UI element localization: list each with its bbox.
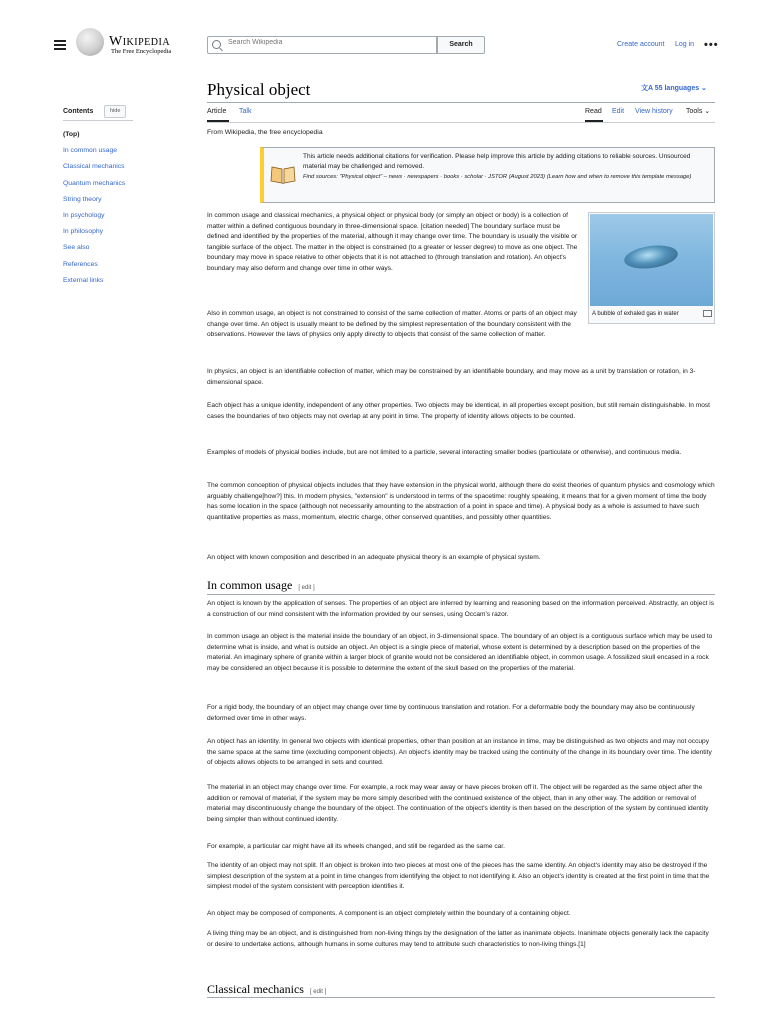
section-divider xyxy=(207,997,715,998)
common-usage-paragraph-9: A living thing may be an object, and is distinguished from non-living things by the designation of the latter as inanimate objects. Inanimate objects generally lack the capacity or desire to undertake actions, although humans in some cultures may tend to attribute such characteristics to non-living things.[1] xyxy=(207,930,709,948)
toc-list xyxy=(63,127,125,289)
common-usage-paragraph-5: The material in an object may change over time. For example, a rock may wear away or have pieces broken off it. The object will be regarded as the same object after the addition or removal of material, if the system may be more simply described with the continued existence of the object, than in any other way. The addition or removal of material may discontinuously change the boundary of the object. The continuation of the object's identity is then based on the description of the system by continued identity being simpler than without continued identity. xyxy=(207,784,709,823)
toc-item-see-also[interactable]: See also xyxy=(63,244,90,252)
common-usage-paragraph-2: In common usage an object is the material inside the boundary of an object, in 3-dimensional space. The boundary of an object is a contiguous surface which may be used to determine what is inside, and what is outside an object. An object is a single piece of material, whose extent is determined by a description based on the properties of the material. An imaginary sphere of granite within a larger block of granite would not be considered an identifiable object, in common usage. A fossilized skull encased in a rock may be considered an object because it is possible to determine the extent of the skull based on the properties of the material. xyxy=(207,633,713,672)
intro-paragraph-2: Also in common usage, an object is not constrained to consist of the same collection of matter. Atoms or parts of an object may change over time. An object is usually meant to be defined by the simplest representation of the boundary consistent with the observations. However the laws of physics only apply directly to objects that consist of the same collection of matter. xyxy=(207,310,577,339)
toc-item-quantum-mechanics[interactable]: Quantum mechanics xyxy=(63,179,126,187)
image-caption: A bubble of exhaled gas in water xyxy=(592,311,679,317)
search-button[interactable]: Search xyxy=(437,36,485,54)
citation-notice-text xyxy=(303,152,708,182)
log-in-link[interactable]: Log in xyxy=(675,41,695,48)
toc-item-top[interactable]: (Top) xyxy=(63,131,80,138)
main-menu-icon[interactable] xyxy=(54,38,66,50)
search-icon xyxy=(212,40,221,49)
section-edit-link[interactable]: [ edit ] xyxy=(298,585,315,591)
intro-paragraph-6: The common conception of physical objects includes that they have extension in the physical world, although there do exist theories of quantum physics and cosmology which arguably challenge[how?] this. In modern physics, "extension" is understood in terms of the spacetime: roughly speaking, it means that for a given moment of time the body has some location in the space (although not necessarily amounting to the abstraction of a point in space and time). A physical body as a whole is assumed to have such quantitative properties as mass, momentum, electric charge, other conserved quantities, and possibly other quantities. xyxy=(207,482,715,521)
common-usage-paragraph-8: An object may be composed of components. A component is an object completely within the boundary of a containing object. xyxy=(207,910,571,917)
tabs-divider xyxy=(207,122,715,123)
create-account-link[interactable]: Create account xyxy=(617,41,665,48)
tab-article[interactable]: Article xyxy=(207,108,227,115)
common-usage-paragraph-3: For a rigid body, the boundary of an object may change over time by continuous translation and rotation. For a deformable body the boundary may also be continuously deformed over time in other ways. xyxy=(207,704,695,722)
wikipedia-tagline: The Free Encyclopedia xyxy=(111,48,172,55)
toc-item-in-common-usage[interactable]: In common usage xyxy=(63,147,118,155)
page-title: Physical object xyxy=(207,80,311,99)
toc-heading: Contents xyxy=(63,108,94,115)
tab-talk[interactable]: Talk xyxy=(239,108,252,115)
toc-hide-button[interactable]: hide xyxy=(104,105,126,118)
intro-paragraph-4: Each object has a unique identity, independent of any other properties. Two objects may be identical, in all properties except position, but still remain distinguishable. In most cases the boundaries of two objects may not overlap at any point in time. The property of identity allows objects to be counted. xyxy=(207,402,711,420)
toc-divider xyxy=(63,120,133,121)
intro-paragraph-7: An object with known composition and described in an adequate physical theory is an example of physical system. xyxy=(207,554,541,561)
languages-button[interactable] xyxy=(641,84,707,95)
bubble-shape xyxy=(623,242,680,271)
common-usage-paragraph-4: An object has an identity. In general two objects with identical properties, other than position at an instance in time, may be distinguished as two objects and may not occupy the same space at the same time (excluding component objects). An object's identity may be tracked using the continuity of the change in its boundary over time. The identity of objects allows objects to be arranged in sets and counted. xyxy=(207,738,712,767)
tools-label: Tools xyxy=(686,108,703,115)
toc-item-classical-mechanics[interactable]: Classical mechanics xyxy=(63,163,125,171)
languages-label: 55 languages xyxy=(654,85,700,92)
section-title: Classical mechanics xyxy=(207,982,304,996)
wikipedia-wordmark[interactable]: Wikipedia xyxy=(109,34,171,49)
intro-paragraph-3: In physics, an object is an identifiable collection of matter, which may be constrained by an identifiable boundary, and may move as a unit by translation or rotation, in 3-dimensional space. xyxy=(207,368,696,386)
common-usage-paragraph-7: The identity of an object may not split. If an object is broken into two pieces at most one of the pieces has the same identity. An object's identity may also be destroyed if the simplest description of the system at a point in time changes from identifying the object to not identifying it. Also an object's identity is created at the first point in time that the simplest model of the system consistent with perception identifies it. xyxy=(207,862,710,891)
tab-view-history[interactable]: View history xyxy=(635,108,673,115)
more-options-icon[interactable]: ••• xyxy=(704,39,719,51)
intro-paragraph-1: In common usage and classical mechanics, a physical object or physical body (or simply an object or body) is a collection of matter within a defined contiguous boundary in three-dimensional space. [citation needed] The boundary surface must be defined and identified by the properties of the material, although it may change over time. The boundary is usually the visible or tangible surface of the object. The matter in the object is constrained (to a greater or lesser degree) to move as one object. The boundary may move in space relative to other objects that it is not attached to (through translation and rotation). An object's boundary may also deform and change over time in other ways. xyxy=(207,212,578,272)
bubble-image[interactable] xyxy=(590,214,713,306)
intro-paragraph-5: Examples of models of physical bodies include, but are not limited to a particle, several interacting smaller bodies (particulate or otherwise), and continuous media. xyxy=(207,449,682,456)
title-divider xyxy=(207,102,715,103)
common-usage-paragraph-6: For example, a particular car might have all its wheels changed, and still be regarded as the same car. xyxy=(207,843,505,850)
section-edit-link[interactable]: [ edit ] xyxy=(309,989,327,995)
citation-notice-main: This article needs additional citations for verification. Please help improve this article by adding citations to reliable sources. Unsourced material may be challenged and removed. xyxy=(303,153,691,171)
toc-item-in-philosophy[interactable]: In philosophy xyxy=(63,228,104,236)
chevron-down-icon: ⌄ xyxy=(702,108,711,115)
search-input[interactable] xyxy=(228,39,428,46)
section-title: In common usage xyxy=(207,578,293,592)
wikipedia-globe-logo[interactable] xyxy=(76,28,104,56)
section-heading-common-usage xyxy=(207,576,315,595)
toc-item-external-links[interactable]: External links xyxy=(63,276,104,284)
enlarge-icon[interactable] xyxy=(703,310,712,317)
site-tagline: From Wikipedia, the free encyclopedia xyxy=(207,129,323,136)
section-heading-classical-mechanics xyxy=(207,980,326,999)
chevron-down-icon: ⌄ xyxy=(699,85,707,92)
toc-item-references[interactable]: References xyxy=(63,260,98,268)
tools-dropdown[interactable] xyxy=(686,107,710,118)
translate-icon: 文A xyxy=(641,85,655,92)
toc-item-in-psychology[interactable]: In psychology xyxy=(63,212,105,220)
book-icon xyxy=(270,163,296,185)
tab-edit[interactable]: Edit xyxy=(612,108,625,115)
section-divider xyxy=(207,594,715,595)
toc-item-string-theory[interactable]: String theory xyxy=(63,195,102,203)
find-sources-line[interactable]: Find sources: "Physical object" – news · newspapers · books · scholar · JSTOR (August 2023) (Learn how and when to remove this template message) xyxy=(303,173,692,180)
common-usage-paragraph-1: An object is known by the application of senses. The properties of an object are inferred by learning and reasoning based on the information perceived. Abstractly, an object is a construction of our mind consistent with the information provided by our senses, using Occam's razor. xyxy=(207,600,715,618)
tab-read[interactable]: Read xyxy=(585,108,602,115)
